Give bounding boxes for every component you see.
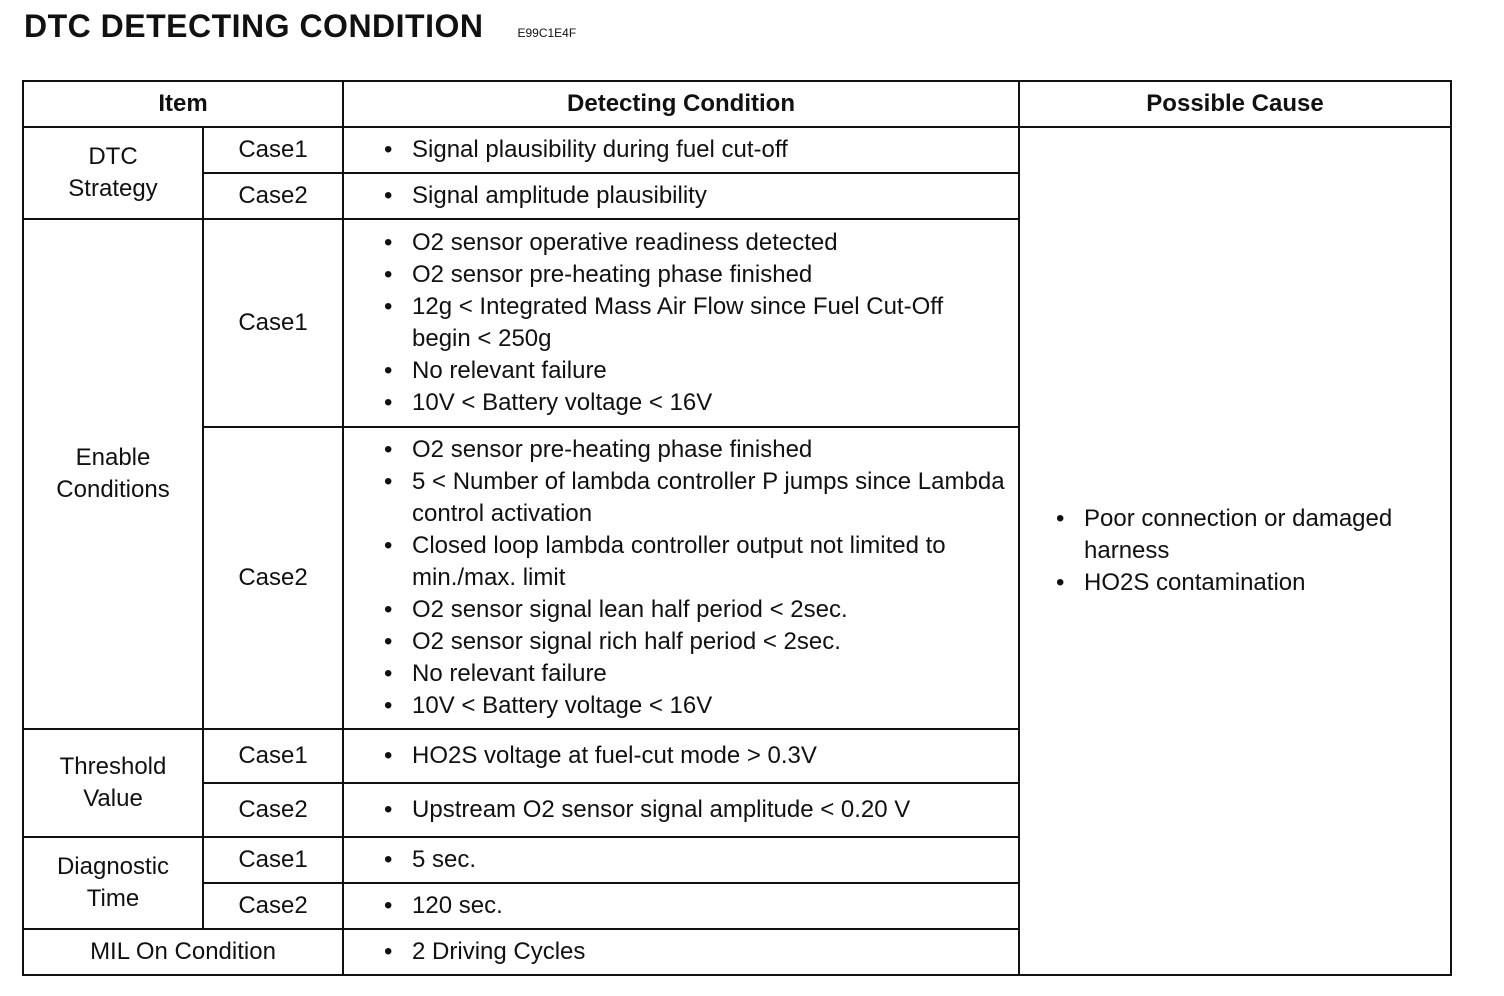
case-label: Case1: [203, 729, 343, 783]
dtc-condition-table: [22, 80, 1452, 976]
row-label-diagnostic-time: Diagnostic Time: [23, 837, 203, 929]
condition-cell: [343, 173, 1019, 219]
case-label: Case2: [203, 427, 343, 729]
case-label: Case2: [203, 783, 343, 837]
possible-cause-cell: [1019, 127, 1451, 975]
case-label: Case1: [203, 837, 343, 883]
condition-item: • Upstream O2 sensor signal amplitude < 0.20 V: [384, 794, 1008, 826]
condition-item: • O2 sensor operative readiness detected: [384, 227, 1008, 259]
header-possible-cause: Possible Cause: [1019, 81, 1451, 127]
header-detecting-condition: Detecting Condition: [343, 81, 1019, 127]
condition-item: • HO2S voltage at fuel-cut mode > 0.3V: [384, 740, 1008, 772]
row-label-threshold-value: Threshold Value: [23, 729, 203, 837]
condition-item: • Closed loop lambda controller output not limited to min./max. limit: [384, 530, 1008, 594]
condition-item: • Signal plausibility during fuel cut-off: [384, 134, 1008, 166]
condition-item: • 2 Driving Cycles: [384, 936, 1008, 968]
case-label: Case2: [203, 883, 343, 929]
cause-item: • Poor connection or damaged harness: [1056, 503, 1436, 567]
row-label-enable-conditions: Enable Conditions: [23, 219, 203, 729]
condition-cell: [343, 427, 1019, 729]
condition-item: • 5 < Number of lambda controller P jumps since Lambda control activation: [384, 466, 1008, 530]
header-row: [23, 81, 1451, 127]
case-label: Case1: [203, 219, 343, 427]
page-heading: [24, 8, 576, 48]
condition-item: • O2 sensor signal lean half period < 2sec.: [384, 594, 1008, 626]
condition-cell: [343, 219, 1019, 427]
row-label-dtc-strategy: DTC Strategy: [23, 127, 203, 219]
condition-item: • No relevant failure: [384, 658, 1008, 690]
condition-cell: [343, 929, 1019, 975]
condition-item: • O2 sensor pre-heating phase finished: [384, 434, 1008, 466]
condition-item: • 120 sec.: [384, 890, 1008, 922]
condition-cell: [343, 837, 1019, 883]
condition-cell: [343, 783, 1019, 837]
row-label-mil-on-condition: MIL On Condition: [23, 929, 343, 975]
condition-item: • 10V < Battery voltage < 16V: [384, 387, 1008, 419]
header-item: Item: [23, 81, 343, 127]
condition-item: • O2 sensor pre-heating phase finished: [384, 259, 1008, 291]
condition-item: • No relevant failure: [384, 355, 1008, 387]
cause-item: • HO2S contamination: [1056, 567, 1436, 599]
condition-cell: [343, 127, 1019, 173]
condition-item: • O2 sensor signal rich half period < 2sec.: [384, 626, 1008, 658]
condition-cell: [343, 729, 1019, 783]
condition-item: • 5 sec.: [384, 844, 1008, 876]
condition-item: • 10V < Battery voltage < 16V: [384, 690, 1008, 722]
case-label: Case2: [203, 173, 343, 219]
document-code: E99C1E4F: [517, 26, 577, 40]
condition-cell: [343, 883, 1019, 929]
case-label: Case1: [203, 127, 343, 173]
table-row: [23, 127, 1451, 173]
condition-item: • 12g < Integrated Mass Air Flow since Fuel Cut-Off begin < 250g: [384, 291, 1008, 355]
condition-item: • Signal amplitude plausibility: [384, 180, 1008, 212]
page-title: DTC DETECTING CONDITION: [24, 8, 484, 44]
